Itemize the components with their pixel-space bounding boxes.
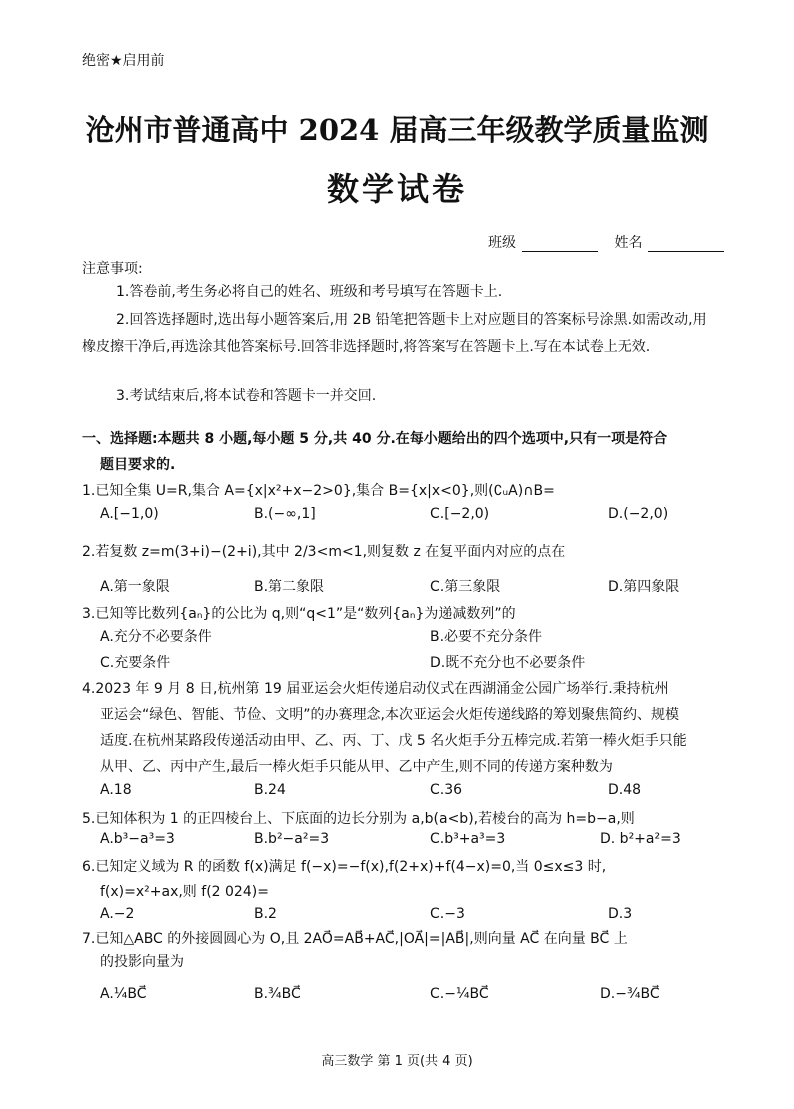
- option-b[interactable]: B.第二象限: [254, 579, 325, 595]
- page-footer: 高三数学 第 1 页(共 4 页): [321, 1054, 473, 1069]
- option-d[interactable]: D.−¾BC⃗: [600, 986, 660, 1002]
- option-d[interactable]: D. b²+a²=3: [600, 831, 681, 847]
- name-label: 姓名: [614, 235, 643, 251]
- option-c[interactable]: C.第三象限: [430, 579, 501, 595]
- option-b[interactable]: B.(−∞,1]: [254, 506, 316, 522]
- secret-label: 绝密★启用前: [82, 53, 165, 69]
- question-stem-cont: 亚运会“绿色、智能、节俭、文明”的办赛理念,本次亚运会火炬传递线路的筹划聚焦简约、规模: [100, 707, 679, 723]
- question-stem: 6.已知定义域为 R 的函数 f(x)满足 f(−x)=−f(x),f(2+x)+f(4−x)=0,当 0≤x≤3 时,: [82, 859, 607, 875]
- option-d[interactable]: D.第四象限: [608, 579, 680, 595]
- question-stem-cont: 的投影向量为: [100, 954, 184, 970]
- option-c[interactable]: C.−¼BC⃗: [430, 986, 489, 1002]
- notice-item: 2.回答选择题时,选出每小题答案后,用 2B 铅笔把答题卡上对应题目的答案标号涂黑.如需改动,用橡皮擦干净后,再选涂其他答案标号.回答非选择题时,将答案写在答题卡上.写在本试卷上无效.: [82, 312, 707, 355]
- name-blank[interactable]: [648, 237, 724, 252]
- question-stem-cont: 从甲、乙、丙中产生,最后一棒火炬手只能从甲、乙中产生,则不同的传递方案种数为: [100, 759, 613, 775]
- option-c[interactable]: C.[−2,0): [430, 506, 490, 522]
- class-blank[interactable]: [522, 237, 598, 252]
- question-stem: 1.已知全集 U=R,集合 A={x|x²+x−2>0},集合 B={x|x<0},则(∁ᵤA)∩B=: [82, 483, 555, 499]
- option-a[interactable]: A.−2: [100, 906, 135, 922]
- question-stem-cont: 适度.在杭州某路段传递活动由甲、乙、丙、丁、戊 5 名火炬手分五棒完成.若第一棒火炬手只能: [100, 733, 687, 749]
- question-stem: 4.2023 年 9 月 8 日,杭州第 19 届亚运会火炬传递启动仪式在西湖涌金公园广场举行.秉持杭州: [82, 681, 669, 697]
- notice-item: 3.考试结束后,将本试卷和答题卡一并交回.: [116, 388, 377, 404]
- section-heading-cont: 题目要求的.: [100, 457, 176, 473]
- option-c[interactable]: C.−3: [430, 906, 465, 922]
- option-a[interactable]: A.[−1,0): [100, 506, 159, 522]
- question-stem-cont: f(x)=x²+ax,则 f(2 024)=: [100, 884, 269, 900]
- option-a[interactable]: A.¼BC⃗: [100, 986, 147, 1002]
- option-a[interactable]: A.18: [100, 782, 132, 798]
- option-d[interactable]: D.48: [608, 782, 642, 798]
- exam-title: 沧州市普通高中 2024 届高三年级教学质量监测: [85, 113, 709, 147]
- option-b[interactable]: B.必要不充分条件: [430, 629, 543, 645]
- option-b[interactable]: B.¾BC⃗: [254, 986, 301, 1002]
- option-c[interactable]: C.充要条件: [100, 655, 171, 671]
- section-heading: 一、选择题:本题共 8 小题,每小题 5 分,共 40 分.在每小题给出的四个选项中,只有一项是符合: [82, 431, 668, 447]
- option-a[interactable]: A.第一象限: [100, 579, 170, 595]
- notice-heading: 注意事项:: [82, 261, 143, 277]
- student-info-fields: [488, 232, 730, 252]
- question-stem: 5.已知体积为 1 的正四棱台上、下底面的边长分别为 a,b(a<b),若棱台的高为 h=b−a,则: [82, 811, 635, 827]
- option-a[interactable]: A.充分不必要条件: [100, 629, 212, 645]
- option-d[interactable]: D.(−2,0): [608, 506, 669, 522]
- option-b[interactable]: B.b²−a²=3: [254, 831, 330, 847]
- question-stem: 3.已知等比数列{aₙ}的公比为 q,则“q<1”是“数列{aₙ}为递减数列”的: [82, 606, 516, 622]
- option-c[interactable]: C.b³+a³=3: [430, 831, 506, 847]
- notice-item: 1.答卷前,考生务必将自己的姓名、班级和考号填写在答题卡上.: [116, 284, 503, 300]
- class-label: 班级: [488, 235, 516, 251]
- option-d[interactable]: D.既不充分也不必要条件: [430, 655, 586, 671]
- option-d[interactable]: D.3: [608, 906, 633, 922]
- option-a[interactable]: A.b³−a³=3: [100, 831, 175, 847]
- option-c[interactable]: C.36: [430, 782, 463, 798]
- option-b[interactable]: B.2: [254, 906, 277, 922]
- question-stem: 2.若复数 z=m(3+i)−(2+i),其中 2/3<m<1,则复数 z 在复平面内对应的点在: [82, 544, 566, 560]
- exam-subtitle: 数学试卷: [326, 170, 467, 208]
- question-stem: 7.已知△ABC 的外接圆圆心为 O,且 2AO⃗=AB⃗+AC⃗,|OA⃗|=|AB⃗|,则向量 AC⃗ 在向量 BC⃗ 上: [82, 931, 628, 947]
- option-b[interactable]: B.24: [254, 782, 286, 798]
